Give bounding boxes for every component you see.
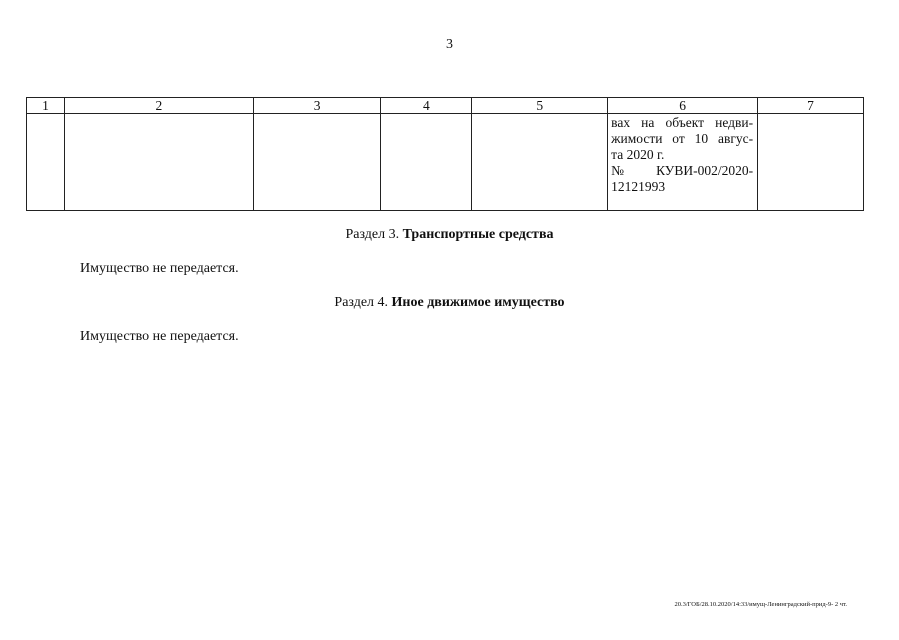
property-table [26,97,864,211]
cell-6-line: 12121993 [611,179,666,194]
table-cell-4 [381,114,472,211]
cell-6-line: жимости от 10 авгус- [611,131,754,146]
column-header-4: 4 [381,98,472,114]
section-3-prefix: Раздел 3. [345,227,403,242]
cell-6-line: вах на объект недви- [611,115,754,130]
footer-document-code: 20.3/ГОБ/28.10.2020/14:33/имущ-Ленинградский-прид-9- 2 чт. [674,601,847,608]
page-number: 3 [446,37,453,52]
column-header-2: 2 [64,98,253,114]
column-header-5: 5 [472,98,608,114]
column-header-6: 6 [608,98,758,114]
table-cell-1 [27,114,65,211]
section-3-title: Транспортные средства [402,227,554,242]
section-4-prefix: Раздел 4. [334,295,392,310]
table-header-row [27,98,864,114]
column-header-7: 7 [758,98,864,114]
table-cell-7 [758,114,864,211]
table-row [27,114,864,211]
column-header-3: 3 [253,98,381,114]
section-4-heading [0,295,899,311]
table-cell-5 [472,114,608,211]
section-4-title: Иное движимое имущество [391,295,565,310]
section-4-text: Имущество не передается. [80,329,239,344]
table-cell-3 [253,114,381,211]
section-3-text: Имущество не передается. [80,261,239,276]
table-cell-2 [64,114,253,211]
column-header-1: 1 [27,98,65,114]
table-cell-6 [608,114,758,211]
cell-6-line: та 2020 г. [611,147,665,162]
cell-6-line: № КУВИ-002/2020- [611,163,754,178]
section-3-heading [0,227,899,243]
